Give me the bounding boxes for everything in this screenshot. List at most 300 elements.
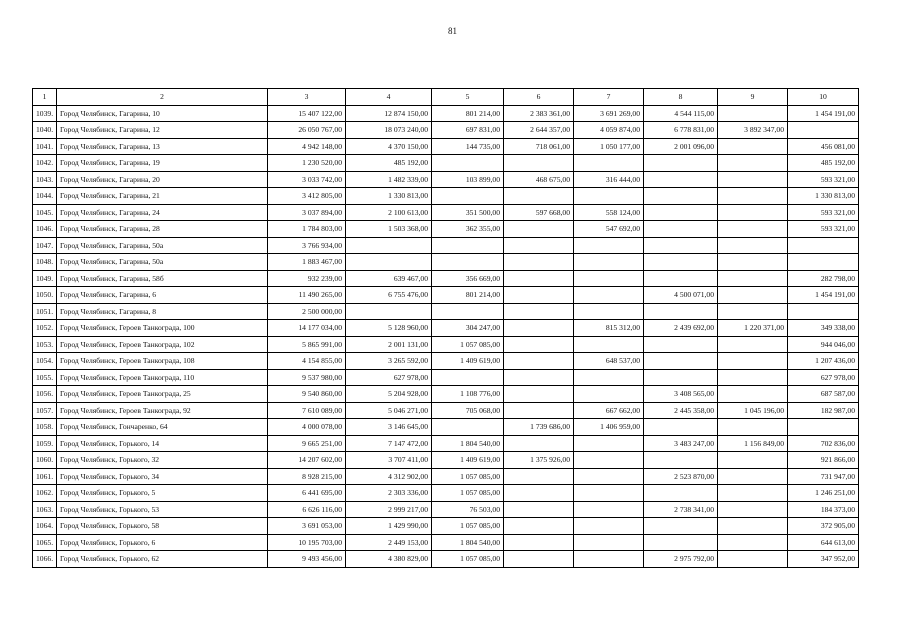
row-number-cell: 1039. bbox=[33, 105, 57, 122]
table-row bbox=[33, 254, 859, 271]
amount-cell-col-9: 3 892 347,00 bbox=[718, 122, 788, 139]
amount-cell-col-4: 1 482 339,00 bbox=[346, 171, 432, 188]
amount-cell-col-3: 6 626 116,00 bbox=[268, 501, 346, 518]
amount-cell-col-7: 815 312,00 bbox=[574, 320, 644, 337]
amount-cell-col-10 bbox=[788, 122, 859, 139]
data-table bbox=[32, 88, 859, 568]
amount-cell-col-7 bbox=[574, 287, 644, 304]
row-number-cell: 1040. bbox=[33, 122, 57, 139]
amount-cell-col-4: 3 146 645,00 bbox=[346, 419, 432, 436]
amount-cell-col-5: 1 409 619,00 bbox=[432, 353, 504, 370]
amount-cell-col-7: 1 406 959,00 bbox=[574, 419, 644, 436]
amount-cell-col-4 bbox=[346, 237, 432, 254]
amount-cell-col-8: 4 544 115,00 bbox=[644, 105, 718, 122]
amount-cell-col-4: 5 128 960,00 bbox=[346, 320, 432, 337]
amount-cell-col-9 bbox=[718, 188, 788, 205]
amount-cell-col-6 bbox=[504, 518, 574, 535]
amount-cell-col-7 bbox=[574, 551, 644, 568]
amount-cell-col-8 bbox=[644, 237, 718, 254]
amount-cell-col-9 bbox=[718, 485, 788, 502]
row-number-cell: 1053. bbox=[33, 336, 57, 353]
amount-cell-col-8 bbox=[644, 254, 718, 271]
amount-cell-col-5 bbox=[432, 369, 504, 386]
amount-cell-col-8: 2 001 096,00 bbox=[644, 138, 718, 155]
amount-cell-col-4: 2 100 613,00 bbox=[346, 204, 432, 221]
table-row bbox=[33, 386, 859, 403]
row-number-cell: 1057. bbox=[33, 402, 57, 419]
amount-cell-col-8: 2 975 792,00 bbox=[644, 551, 718, 568]
amount-cell-col-3: 15 407 122,00 bbox=[268, 105, 346, 122]
amount-cell-col-5 bbox=[432, 155, 504, 172]
address-cell: Город Челябинск, Горького, 5 bbox=[57, 485, 268, 502]
amount-cell-col-6 bbox=[504, 270, 574, 287]
address-cell: Город Челябинск, Героев Танкограда, 92 bbox=[57, 402, 268, 419]
amount-cell-col-8: 3 483 247,00 bbox=[644, 435, 718, 452]
row-number-cell: 1061. bbox=[33, 468, 57, 485]
amount-cell-col-3: 4 942 148,00 bbox=[268, 138, 346, 155]
amount-cell-col-10: 456 081,00 bbox=[788, 138, 859, 155]
row-number-cell: 1055. bbox=[33, 369, 57, 386]
address-cell: Город Челябинск, Гагарина, 19 bbox=[57, 155, 268, 172]
amount-cell-col-10: 1 454 191,00 bbox=[788, 105, 859, 122]
amount-cell-col-7 bbox=[574, 485, 644, 502]
amount-cell-col-4: 1 330 813,00 bbox=[346, 188, 432, 205]
address-cell: Город Челябинск, Гагарина, 21 bbox=[57, 188, 268, 205]
row-number-cell: 1041. bbox=[33, 138, 57, 155]
amount-cell-col-3: 5 865 991,00 bbox=[268, 336, 346, 353]
row-number-cell: 1062. bbox=[33, 485, 57, 502]
address-cell: Город Челябинск, Гагарина, 58б bbox=[57, 270, 268, 287]
column-header-1: 1 bbox=[33, 89, 57, 106]
amount-cell-col-5: 76 503,00 bbox=[432, 501, 504, 518]
amount-cell-col-10: 282 798,00 bbox=[788, 270, 859, 287]
amount-cell-col-8: 2 445 358,00 bbox=[644, 402, 718, 419]
amount-cell-col-6 bbox=[504, 303, 574, 320]
amount-cell-col-3: 1 784 803,00 bbox=[268, 221, 346, 238]
amount-cell-col-6: 468 675,00 bbox=[504, 171, 574, 188]
amount-cell-col-6: 2 644 357,00 bbox=[504, 122, 574, 139]
amount-cell-col-9 bbox=[718, 468, 788, 485]
amount-cell-col-5: 1 409 619,00 bbox=[432, 452, 504, 469]
amount-cell-col-4: 5 204 928,00 bbox=[346, 386, 432, 403]
amount-cell-col-8 bbox=[644, 221, 718, 238]
amount-cell-col-5: 356 669,00 bbox=[432, 270, 504, 287]
amount-cell-col-7 bbox=[574, 386, 644, 403]
amount-cell-col-10 bbox=[788, 237, 859, 254]
amount-cell-col-4 bbox=[346, 303, 432, 320]
amount-cell-col-4: 2 999 217,00 bbox=[346, 501, 432, 518]
row-number-cell: 1058. bbox=[33, 419, 57, 436]
table-row bbox=[33, 485, 859, 502]
amount-cell-col-10: 1 330 813,00 bbox=[788, 188, 859, 205]
amount-cell-col-5: 144 735,00 bbox=[432, 138, 504, 155]
column-header-10: 10 bbox=[788, 89, 859, 106]
amount-cell-col-7: 648 537,00 bbox=[574, 353, 644, 370]
amount-cell-col-3: 26 050 767,00 bbox=[268, 122, 346, 139]
amount-cell-col-4: 3 707 411,00 bbox=[346, 452, 432, 469]
address-cell: Город Челябинск, Гагарина, 12 bbox=[57, 122, 268, 139]
address-cell: Город Челябинск, Гагарина, 8 bbox=[57, 303, 268, 320]
amount-cell-col-3: 3 691 053,00 bbox=[268, 518, 346, 535]
table-row bbox=[33, 435, 859, 452]
column-header-8: 8 bbox=[644, 89, 718, 106]
amount-cell-col-9 bbox=[718, 270, 788, 287]
column-header-7: 7 bbox=[574, 89, 644, 106]
amount-cell-col-9 bbox=[718, 551, 788, 568]
amount-cell-col-8 bbox=[644, 369, 718, 386]
address-cell: Город Челябинск, Гагарина, 50а bbox=[57, 254, 268, 271]
table-row bbox=[33, 518, 859, 535]
amount-cell-col-10: 1 207 436,00 bbox=[788, 353, 859, 370]
row-number-cell: 1046. bbox=[33, 221, 57, 238]
row-number-cell: 1065. bbox=[33, 534, 57, 551]
address-cell: Город Челябинск, Гагарина, 13 bbox=[57, 138, 268, 155]
amount-cell-col-6 bbox=[504, 468, 574, 485]
amount-cell-col-9 bbox=[718, 105, 788, 122]
table-row bbox=[33, 138, 859, 155]
table-row bbox=[33, 534, 859, 551]
amount-cell-col-5: 1 057 085,00 bbox=[432, 485, 504, 502]
amount-cell-col-7 bbox=[574, 501, 644, 518]
amount-cell-col-3: 3 766 934,00 bbox=[268, 237, 346, 254]
amount-cell-col-8 bbox=[644, 485, 718, 502]
row-number-cell: 1060. bbox=[33, 452, 57, 469]
row-number-cell: 1042. bbox=[33, 155, 57, 172]
amount-cell-col-5: 705 068,00 bbox=[432, 402, 504, 419]
amount-cell-col-8 bbox=[644, 303, 718, 320]
table-row bbox=[33, 105, 859, 122]
amount-cell-col-7 bbox=[574, 452, 644, 469]
row-number-cell: 1052. bbox=[33, 320, 57, 337]
address-cell: Город Челябинск, Гагарина, 6 bbox=[57, 287, 268, 304]
amount-cell-col-6 bbox=[504, 188, 574, 205]
amount-cell-col-9 bbox=[718, 386, 788, 403]
amount-cell-col-8 bbox=[644, 188, 718, 205]
table-row bbox=[33, 353, 859, 370]
amount-cell-col-6 bbox=[504, 551, 574, 568]
table-row bbox=[33, 155, 859, 172]
table-row bbox=[33, 551, 859, 568]
amount-cell-col-6 bbox=[504, 353, 574, 370]
amount-cell-col-9 bbox=[718, 237, 788, 254]
amount-cell-col-10: 702 836,00 bbox=[788, 435, 859, 452]
address-cell: Город Челябинск, Горького, 32 bbox=[57, 452, 268, 469]
amount-cell-col-8 bbox=[644, 204, 718, 221]
address-cell: Город Челябинск, Горького, 14 bbox=[57, 435, 268, 452]
amount-cell-col-10: 349 338,00 bbox=[788, 320, 859, 337]
amount-cell-col-9 bbox=[718, 204, 788, 221]
amount-cell-col-6 bbox=[504, 155, 574, 172]
table-row bbox=[33, 270, 859, 287]
amount-cell-col-3: 4 000 078,00 bbox=[268, 419, 346, 436]
address-cell: Город Челябинск, Горького, 58 bbox=[57, 518, 268, 535]
amount-cell-col-5: 1 804 540,00 bbox=[432, 534, 504, 551]
table-row bbox=[33, 122, 859, 139]
amount-cell-col-4: 485 192,00 bbox=[346, 155, 432, 172]
amount-cell-col-7 bbox=[574, 518, 644, 535]
amount-cell-col-10: 627 978,00 bbox=[788, 369, 859, 386]
amount-cell-col-3: 14 177 034,00 bbox=[268, 320, 346, 337]
amount-cell-col-4: 7 147 472,00 bbox=[346, 435, 432, 452]
amount-cell-col-6 bbox=[504, 386, 574, 403]
amount-cell-col-3: 932 239,00 bbox=[268, 270, 346, 287]
amount-cell-col-3: 9 665 251,00 bbox=[268, 435, 346, 452]
row-number-cell: 1050. bbox=[33, 287, 57, 304]
amount-cell-col-4: 5 046 271,00 bbox=[346, 402, 432, 419]
amount-cell-col-3: 1 883 467,00 bbox=[268, 254, 346, 271]
amount-cell-col-8: 2 523 870,00 bbox=[644, 468, 718, 485]
amount-cell-col-4: 2 001 131,00 bbox=[346, 336, 432, 353]
column-header-9: 9 bbox=[718, 89, 788, 106]
row-number-cell: 1063. bbox=[33, 501, 57, 518]
table-row bbox=[33, 402, 859, 419]
amount-cell-col-6: 1 375 926,00 bbox=[504, 452, 574, 469]
amount-cell-col-4: 12 874 150,00 bbox=[346, 105, 432, 122]
amount-cell-col-9 bbox=[718, 171, 788, 188]
amount-cell-col-10: 687 587,00 bbox=[788, 386, 859, 403]
row-number-cell: 1048. bbox=[33, 254, 57, 271]
row-number-cell: 1054. bbox=[33, 353, 57, 370]
amount-cell-col-9 bbox=[718, 369, 788, 386]
amount-cell-col-5 bbox=[432, 188, 504, 205]
amount-cell-col-4: 1 429 990,00 bbox=[346, 518, 432, 535]
amount-cell-col-5: 1 057 085,00 bbox=[432, 551, 504, 568]
amount-cell-col-4: 18 073 240,00 bbox=[346, 122, 432, 139]
amount-cell-col-8 bbox=[644, 270, 718, 287]
amount-cell-col-5: 697 831,00 bbox=[432, 122, 504, 139]
row-number-cell: 1043. bbox=[33, 171, 57, 188]
amount-cell-col-6 bbox=[504, 287, 574, 304]
column-header-3: 3 bbox=[268, 89, 346, 106]
amount-cell-col-3: 1 230 520,00 bbox=[268, 155, 346, 172]
table-row bbox=[33, 221, 859, 238]
amount-cell-col-3: 9 537 980,00 bbox=[268, 369, 346, 386]
amount-cell-col-8 bbox=[644, 534, 718, 551]
amount-cell-col-3: 6 441 695,00 bbox=[268, 485, 346, 502]
amount-cell-col-10: 347 952,00 bbox=[788, 551, 859, 568]
amount-cell-col-4: 627 978,00 bbox=[346, 369, 432, 386]
amount-cell-col-4: 4 380 829,00 bbox=[346, 551, 432, 568]
amount-cell-col-10: 1 454 191,00 bbox=[788, 287, 859, 304]
amount-cell-col-9 bbox=[718, 138, 788, 155]
amount-cell-col-7: 3 691 269,00 bbox=[574, 105, 644, 122]
amount-cell-col-5: 1 057 085,00 bbox=[432, 468, 504, 485]
address-cell: Город Челябинск, Горького, 53 bbox=[57, 501, 268, 518]
amount-cell-col-9 bbox=[718, 353, 788, 370]
amount-cell-col-3: 7 610 089,00 bbox=[268, 402, 346, 419]
amount-cell-col-7 bbox=[574, 369, 644, 386]
amount-cell-col-6 bbox=[504, 254, 574, 271]
amount-cell-col-8: 4 500 071,00 bbox=[644, 287, 718, 304]
amount-cell-col-4: 3 265 592,00 bbox=[346, 353, 432, 370]
amount-cell-col-7 bbox=[574, 254, 644, 271]
amount-cell-col-6 bbox=[504, 221, 574, 238]
table-row bbox=[33, 303, 859, 320]
amount-cell-col-7: 667 662,00 bbox=[574, 402, 644, 419]
amount-cell-col-3: 14 207 602,00 bbox=[268, 452, 346, 469]
amount-cell-col-5: 1 108 776,00 bbox=[432, 386, 504, 403]
amount-cell-col-7 bbox=[574, 188, 644, 205]
table-row bbox=[33, 204, 859, 221]
amount-cell-col-6 bbox=[504, 237, 574, 254]
amount-cell-col-10: 593 321,00 bbox=[788, 204, 859, 221]
amount-cell-col-5: 1 804 540,00 bbox=[432, 435, 504, 452]
amount-cell-col-3: 9 540 860,00 bbox=[268, 386, 346, 403]
amount-cell-col-5: 1 057 085,00 bbox=[432, 336, 504, 353]
amount-cell-col-9 bbox=[718, 534, 788, 551]
amount-cell-col-8: 3 408 565,00 bbox=[644, 386, 718, 403]
row-number-cell: 1051. bbox=[33, 303, 57, 320]
amount-cell-col-5: 351 500,00 bbox=[432, 204, 504, 221]
table-row bbox=[33, 287, 859, 304]
amount-cell-col-10: 372 905,00 bbox=[788, 518, 859, 535]
column-header-4: 4 bbox=[346, 89, 432, 106]
amount-cell-col-7: 4 059 874,00 bbox=[574, 122, 644, 139]
amount-cell-col-3: 2 500 000,00 bbox=[268, 303, 346, 320]
amount-cell-col-9 bbox=[718, 221, 788, 238]
amount-cell-col-3: 3 037 894,00 bbox=[268, 204, 346, 221]
amount-cell-col-7: 316 444,00 bbox=[574, 171, 644, 188]
amount-cell-col-9 bbox=[718, 336, 788, 353]
amount-cell-col-4: 4 312 902,00 bbox=[346, 468, 432, 485]
amount-cell-col-9 bbox=[718, 303, 788, 320]
table-row bbox=[33, 188, 859, 205]
address-cell: Город Челябинск, Героев Танкограда, 108 bbox=[57, 353, 268, 370]
amount-cell-col-8 bbox=[644, 171, 718, 188]
row-number-cell: 1049. bbox=[33, 270, 57, 287]
row-number-cell: 1045. bbox=[33, 204, 57, 221]
address-cell: Город Челябинск, Горького, 34 bbox=[57, 468, 268, 485]
amount-cell-col-7 bbox=[574, 303, 644, 320]
address-cell: Город Челябинск, Героев Танкограда, 100 bbox=[57, 320, 268, 337]
amount-cell-col-7 bbox=[574, 534, 644, 551]
amount-cell-col-5: 103 899,00 bbox=[432, 171, 504, 188]
address-cell: Город Челябинск, Гагарина, 24 bbox=[57, 204, 268, 221]
amount-cell-col-6: 597 668,00 bbox=[504, 204, 574, 221]
amount-cell-col-5: 362 355,00 bbox=[432, 221, 504, 238]
amount-cell-col-6: 718 061,00 bbox=[504, 138, 574, 155]
row-number-cell: 1059. bbox=[33, 435, 57, 452]
amount-cell-col-6 bbox=[504, 369, 574, 386]
amount-cell-col-7: 547 692,00 bbox=[574, 221, 644, 238]
table-header-row bbox=[33, 89, 859, 106]
table-row bbox=[33, 501, 859, 518]
address-cell: Город Челябинск, Героев Танкограда, 110 bbox=[57, 369, 268, 386]
table-row bbox=[33, 336, 859, 353]
amount-cell-col-8 bbox=[644, 452, 718, 469]
amount-cell-col-9: 1 156 849,00 bbox=[718, 435, 788, 452]
column-header-2: 2 bbox=[57, 89, 268, 106]
amount-cell-col-5: 1 057 085,00 bbox=[432, 518, 504, 535]
amount-cell-col-10: 644 613,00 bbox=[788, 534, 859, 551]
amount-cell-col-4: 4 370 150,00 bbox=[346, 138, 432, 155]
amount-cell-col-9 bbox=[718, 501, 788, 518]
column-header-5: 5 bbox=[432, 89, 504, 106]
amount-cell-col-6 bbox=[504, 402, 574, 419]
column-header-6: 6 bbox=[504, 89, 574, 106]
amount-cell-col-9: 1 220 371,00 bbox=[718, 320, 788, 337]
table-row bbox=[33, 468, 859, 485]
amount-cell-col-10 bbox=[788, 419, 859, 436]
amount-cell-col-9 bbox=[718, 419, 788, 436]
amount-cell-col-9 bbox=[718, 452, 788, 469]
amount-cell-col-10: 485 192,00 bbox=[788, 155, 859, 172]
amount-cell-col-5: 801 214,00 bbox=[432, 105, 504, 122]
row-number-cell: 1066. bbox=[33, 551, 57, 568]
amount-cell-col-4: 639 467,00 bbox=[346, 270, 432, 287]
address-cell: Город Челябинск, Гагарина, 28 bbox=[57, 221, 268, 238]
amount-cell-col-7 bbox=[574, 435, 644, 452]
row-number-cell: 1064. bbox=[33, 518, 57, 535]
amount-cell-col-6: 2 383 361,00 bbox=[504, 105, 574, 122]
amount-cell-col-8: 2 738 341,00 bbox=[644, 501, 718, 518]
amount-cell-col-4: 1 503 368,00 bbox=[346, 221, 432, 238]
amount-cell-col-7 bbox=[574, 270, 644, 287]
amount-cell-col-10: 184 373,00 bbox=[788, 501, 859, 518]
amount-cell-col-10 bbox=[788, 303, 859, 320]
amount-cell-col-7 bbox=[574, 336, 644, 353]
row-number-cell: 1047. bbox=[33, 237, 57, 254]
amount-cell-col-8 bbox=[644, 336, 718, 353]
amount-cell-col-6 bbox=[504, 485, 574, 502]
address-cell: Город Челябинск, Горького, 62 bbox=[57, 551, 268, 568]
amount-cell-col-5 bbox=[432, 237, 504, 254]
address-cell: Город Челябинск, Героев Танкограда, 25 bbox=[57, 386, 268, 403]
amount-cell-col-8: 6 778 831,00 bbox=[644, 122, 718, 139]
amount-cell-col-10: 1 246 251,00 bbox=[788, 485, 859, 502]
address-cell: Город Челябинск, Гагарина, 50а bbox=[57, 237, 268, 254]
amount-cell-col-10 bbox=[788, 254, 859, 271]
amount-cell-col-9 bbox=[718, 155, 788, 172]
amount-cell-col-9 bbox=[718, 287, 788, 304]
amount-cell-col-7: 558 124,00 bbox=[574, 204, 644, 221]
amount-cell-col-8 bbox=[644, 518, 718, 535]
amount-cell-col-7 bbox=[574, 468, 644, 485]
table-row bbox=[33, 171, 859, 188]
amount-cell-col-3: 10 195 703,00 bbox=[268, 534, 346, 551]
table-row bbox=[33, 452, 859, 469]
address-cell: Город Челябинск, Гончаренко, 64 bbox=[57, 419, 268, 436]
amount-cell-col-10: 182 987,00 bbox=[788, 402, 859, 419]
address-cell: Город Челябинск, Горького, 6 bbox=[57, 534, 268, 551]
table-row bbox=[33, 320, 859, 337]
row-number-cell: 1056. bbox=[33, 386, 57, 403]
amount-cell-col-5 bbox=[432, 254, 504, 271]
page-number: 81 bbox=[448, 26, 457, 36]
amount-cell-col-9 bbox=[718, 254, 788, 271]
table-row bbox=[33, 419, 859, 436]
amount-cell-col-5: 304 247,00 bbox=[432, 320, 504, 337]
amount-cell-col-10: 944 046,00 bbox=[788, 336, 859, 353]
amount-cell-col-8 bbox=[644, 419, 718, 436]
amount-cell-col-8: 2 439 692,00 bbox=[644, 320, 718, 337]
amount-cell-col-8 bbox=[644, 155, 718, 172]
amount-cell-col-4: 6 755 476,00 bbox=[346, 287, 432, 304]
amount-cell-col-4: 2 303 336,00 bbox=[346, 485, 432, 502]
table-row bbox=[33, 369, 859, 386]
amount-cell-col-6 bbox=[504, 320, 574, 337]
address-cell: Город Челябинск, Гагарина, 10 bbox=[57, 105, 268, 122]
amount-cell-col-6 bbox=[504, 336, 574, 353]
table-row bbox=[33, 237, 859, 254]
amount-cell-col-4 bbox=[346, 254, 432, 271]
amount-cell-col-3: 3 033 742,00 bbox=[268, 171, 346, 188]
amount-cell-col-5 bbox=[432, 303, 504, 320]
address-cell: Город Челябинск, Героев Танкограда, 102 bbox=[57, 336, 268, 353]
amount-cell-col-10: 731 947,00 bbox=[788, 468, 859, 485]
amount-cell-col-6: 1 739 686,00 bbox=[504, 419, 574, 436]
amount-cell-col-3: 9 493 456,00 bbox=[268, 551, 346, 568]
